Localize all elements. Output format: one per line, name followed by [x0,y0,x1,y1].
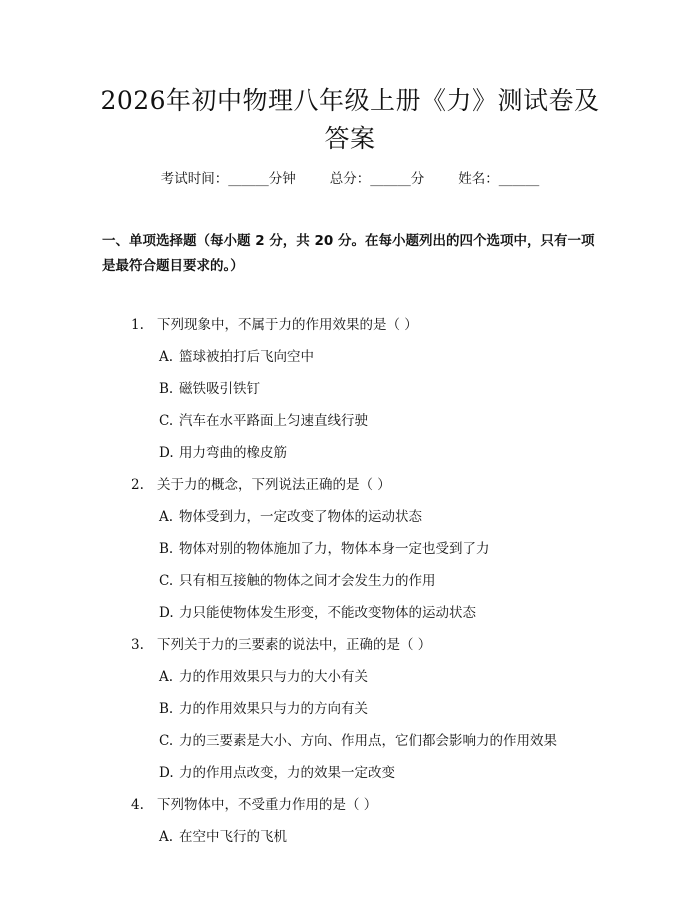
option-label: D. [159,445,174,461]
total-score: 总分：______分 [329,171,425,187]
question-number: 4. [131,797,144,813]
option-label: C. [159,573,174,589]
option-1b [159,377,260,397]
option-2a [159,505,422,525]
option-2c [159,569,436,589]
question-4 [131,793,377,813]
option-label: B. [159,541,174,557]
option-text: 力只能使物体发生形变，不能改变物体的运动状态 [179,605,476,621]
question-3 [131,633,431,653]
student-name: 姓名：______ [458,171,540,187]
question-text: 关于力的概念，下列说法正确的是（ ） [157,477,391,493]
question-2 [131,473,391,493]
exam-time: 考试时间：______分钟 [160,171,296,187]
title-line-1: 2026年初中物理八年级上册《力》测试卷及 [100,86,600,115]
option-text: 力的作用效果只与力的方向有关 [179,701,368,717]
option-text: 物体受到力，一定改变了物体的运动状态 [179,509,422,525]
option-text: 磁铁吸引铁钉 [179,381,260,397]
option-text: 用力弯曲的橡皮筋 [179,445,287,461]
option-3d [159,761,395,781]
option-3c [159,729,557,749]
option-3b [159,697,368,717]
option-label: A. [159,829,174,845]
option-2b [159,537,490,557]
exam-info [0,167,700,187]
question-number: 3. [131,637,144,653]
option-text: 力的三要素是大小、方向、作用点，它们都会影响力的作用效果 [179,733,557,749]
option-text: 篮球被拍打后飞向空中 [179,349,314,365]
section-heading: 一、单项选择题（每小题 2 分，共 20 分。在每小题列出的四个选项中，只有一项是最符合题目要求的。） [102,233,595,274]
option-label: A. [159,349,174,365]
option-text: 力的作用效果只与力的大小有关 [179,669,368,685]
document-title [70,82,630,158]
question-text: 下列现象中，不属于力的作用效果的是（ ） [157,317,418,333]
question-text: 下列关于力的三要素的说法中，正确的是（ ） [157,637,432,653]
question-text: 下列物体中，不受重力作用的是（ ） [157,797,378,813]
option-3a [159,665,368,685]
option-label: D. [159,765,174,781]
option-1a [159,345,314,365]
option-text: 力的作用点改变，力的效果一定改变 [179,765,395,781]
title-line-2: 答案 [324,124,376,153]
option-label: A. [159,509,174,525]
option-label: D. [159,605,174,621]
option-1d [159,441,287,461]
option-label: B. [159,701,174,717]
question-number: 2. [131,477,144,493]
option-label: C. [159,413,174,429]
option-text: 只有相互接触的物体之间才会发生力的作用 [179,573,436,589]
option-text: 汽车在水平路面上匀速直线行驶 [179,413,368,429]
option-label: C. [159,733,174,749]
option-2d [159,601,476,621]
option-4a [159,825,287,845]
option-1c [159,409,368,429]
option-label: A. [159,669,174,685]
question-1 [131,313,418,333]
option-text: 物体对别的物体施加了力，物体本身一定也受到了力 [179,541,490,557]
option-label: B. [159,381,174,397]
option-text: 在空中飞行的飞机 [179,829,287,845]
question-number: 1. [131,317,144,333]
